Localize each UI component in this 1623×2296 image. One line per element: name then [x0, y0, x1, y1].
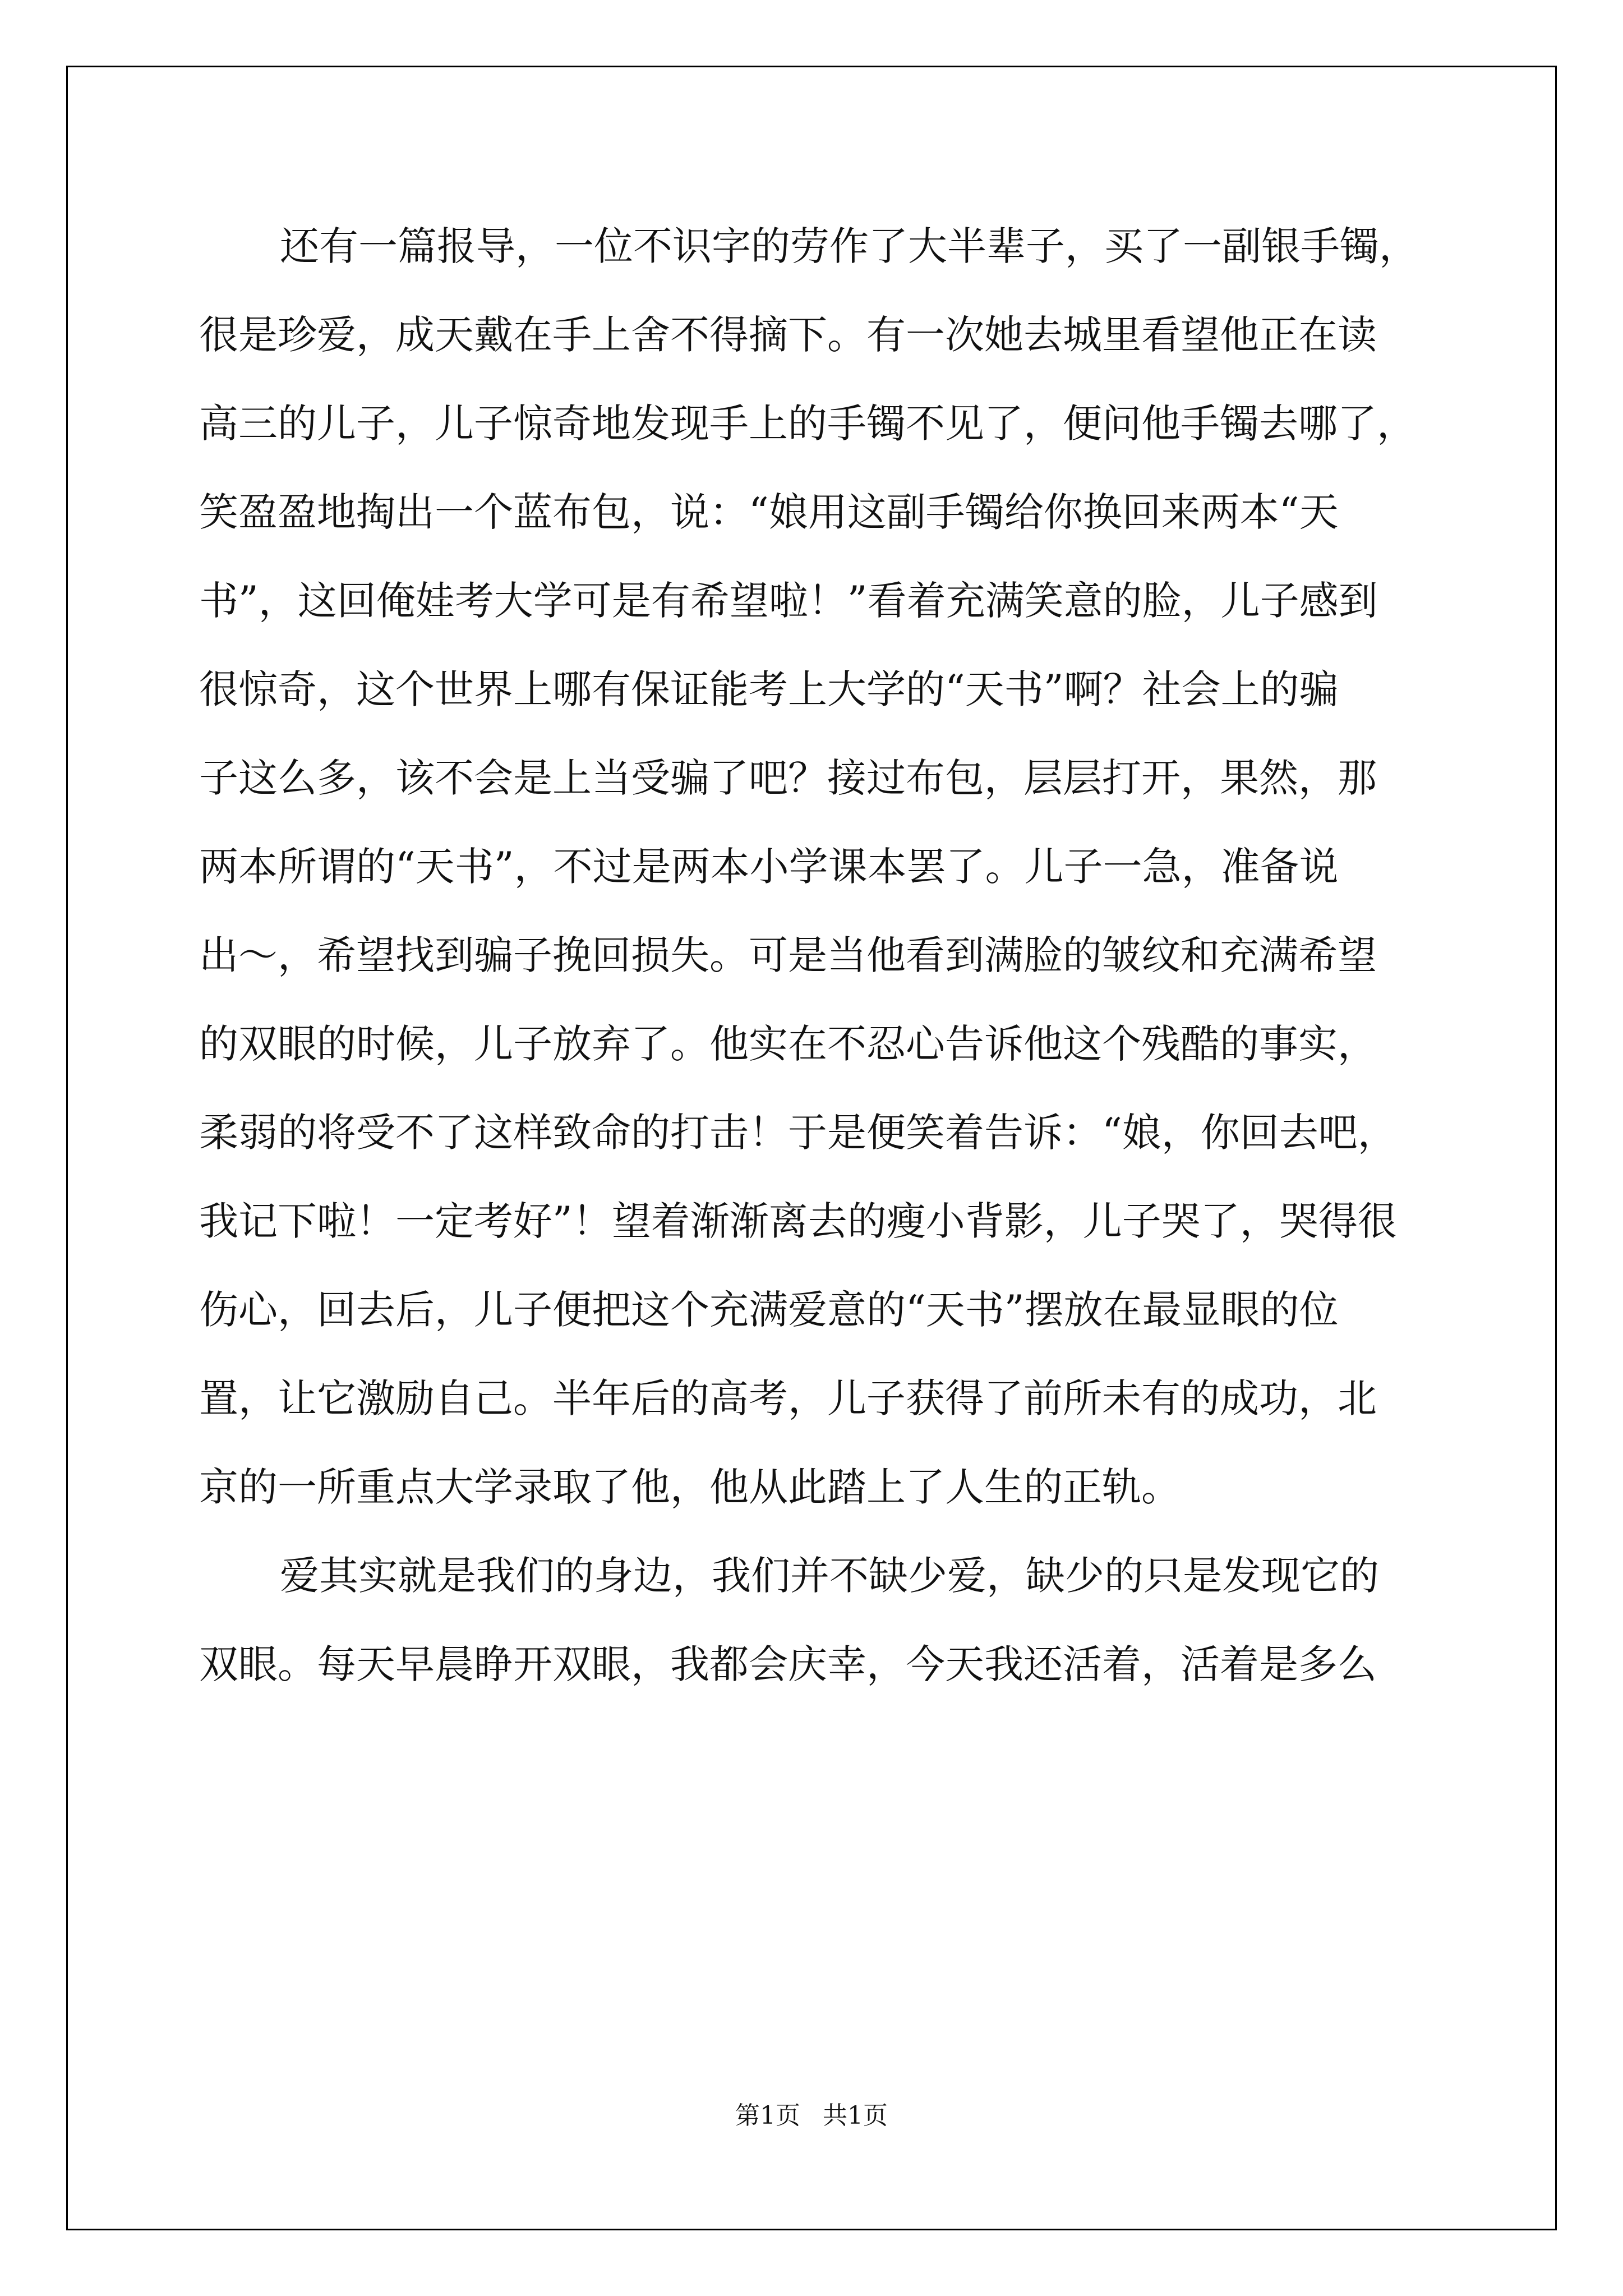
text-line: 柔弱的将受不了这样致命的打击！于是便笑着告诉：“娘，你回去吧， — [199, 1110, 1397, 1156]
text-line: 伤心，回去后，儿子便把这个充满爱意的“天书”摆放在最显眼的位 — [199, 1287, 1339, 1333]
text-line: 子这么多，该不会是上当受骗了吧？接过布包，层层打开，果然，那 — [199, 755, 1377, 801]
text-line: 出～，希望找到骗子挽回损失。可是当他看到满脸的皱纹和充满希望 — [199, 932, 1377, 978]
document-body — [199, 202, 1433, 1709]
text-line: 的双眼的时候，儿子放弃了。他实在不忍心告诉他这个残酷的事实， — [199, 1021, 1377, 1067]
text-line: 很惊奇，这个世界上哪有保证能考上大学的“天书”啊？社会上的骗 — [199, 666, 1339, 712]
page-footer — [0, 2095, 1623, 2131]
text-line: 很是珍爱，成天戴在手上舍不得摘下。有一次她去城里看望他正在读 — [199, 312, 1377, 358]
page-number: 第1页 — [735, 2101, 800, 2130]
paragraph-2 — [199, 1531, 1433, 1709]
text-line: 还有一篇报导，一位不识字的劳作了大半辈子，买了一副银手镯， — [280, 223, 1418, 269]
text-line: 我记下啦！一定考好”！望着渐渐离去的瘦小背影，儿子哭了，哭得很 — [199, 1198, 1397, 1244]
text-line: 京的一所重点大学录取了他，他从此踏上了人生的正轨。 — [199, 1464, 1181, 1510]
text-line: 书”，这回俺娃考大学可是有希望啦！”看着充满笑意的脸，儿子感到 — [199, 578, 1378, 624]
text-line: 两本所谓的“天书”，不过是两本小学课本罢了。儿子一急，准备说 — [199, 844, 1339, 890]
text-line: 置，让它激励自己。半年后的高考，儿子获得了前所未有的成功，北 — [199, 1375, 1377, 1421]
page-total: 共1页 — [823, 2101, 888, 2130]
text-line: 爱其实就是我们的身边，我们并不缺少爱，缺少的只是发现它的 — [280, 1553, 1379, 1599]
paragraph-1 — [199, 202, 1433, 1531]
text-line: 高三的儿子，儿子惊奇地发现手上的手镯不见了，便问他手镯去哪了， — [199, 401, 1416, 447]
text-line: 笑盈盈地掏出一个蓝布包，说：“娘用这副手镯给你换回来两本“天 — [199, 489, 1339, 535]
text-line: 双眼。每天早晨睁开双眼，我都会庆幸，今天我还活着，活着是多么 — [199, 1641, 1377, 1687]
